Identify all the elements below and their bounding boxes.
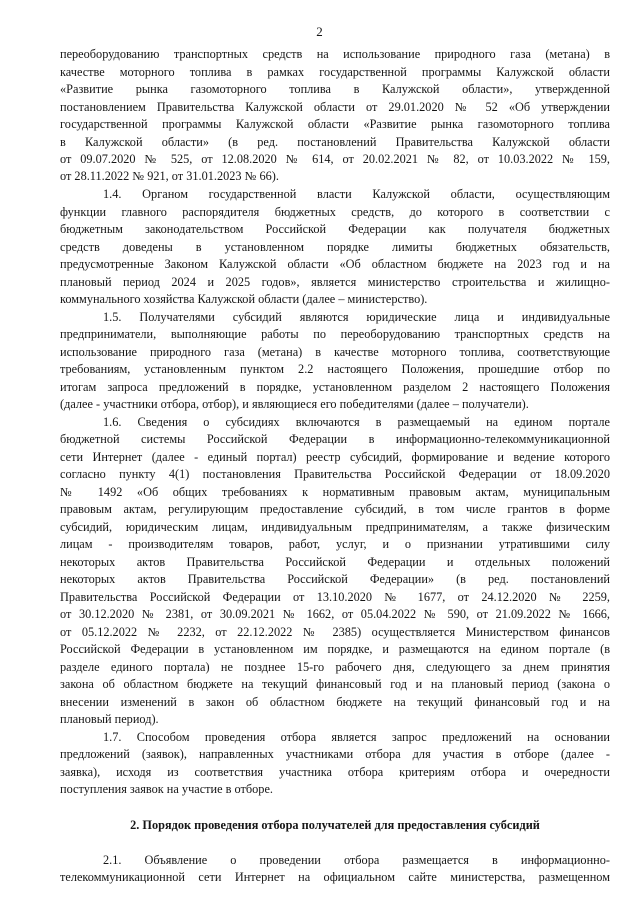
- paragraph-1-7-first-line: 1.7. Способом проведения отбора является запрос предложений на основании: [103, 730, 610, 744]
- text-line: Российской Федерации в установленном им порядке, и размещаются на едином портале (в: [60, 642, 610, 656]
- text-line: предусмотренные Законом Калужской области «Об областном бюджете на 2023 год и на: [60, 257, 610, 271]
- text-line: плановый период 2024 и 2025 годов», является министерство строительства и жилищно-: [60, 275, 610, 289]
- text-line: коммунального хозяйства Калужской области (далее – министерство).: [60, 292, 428, 306]
- section-heading: 2. Порядок проведения отбора получателей для предоставления субсидий: [130, 818, 540, 832]
- text-line: согласно пункту 4(1) постановления Правительства Российской Федерации от 18.09.2020: [60, 467, 610, 481]
- text-line: № 1492 «Об общих требованиях к нормативным правовым актам, муниципальным: [60, 485, 610, 499]
- text-line: бюджетной системы Российской Федерации в информационно-телекоммуникационной: [60, 432, 610, 446]
- text-line: итогам запроса предложений в порядке, установленном разделом 2 настоящего Положения: [60, 380, 610, 394]
- text-line: разделе единого портала) не позднее 15-го рабочего дня, следующего за днем принятия: [60, 660, 610, 674]
- text-line: от 05.12.2022 № 2232, от 22.12.2022 № 2385) осуществляется Министерством финансов: [60, 625, 610, 639]
- text-line: плановый период).: [60, 712, 159, 726]
- page-number: 2: [316, 24, 323, 39]
- text-line: в Калужской области» (в ред. постановлений Правительства Калужской области: [60, 135, 610, 149]
- text-line: предприниматели, выполняющие работы по переоборудованию транспортных средств на: [60, 327, 610, 341]
- text-line: заявка), исходя из соответствия участника отбора критериям отбора и очередности: [60, 765, 610, 779]
- text-line: предложений (заявок), направленных участниками отбора для участия в отборе (далее -: [60, 747, 610, 761]
- text-line: некоторых актов Правительства Российской Федерации и отдельных положений: [60, 555, 610, 569]
- text-line: средств доведены в установленном порядке лимиты бюджетных обязательств,: [60, 240, 610, 254]
- text-line: переоборудованию транспортных средств на использование природного газа (метана) в: [60, 47, 610, 61]
- text-line: постановлением Правительства Калужской области от 29.01.2020 № 52 «Об утверждении: [60, 100, 610, 114]
- text-line: от 09.07.2020 № 525, от 12.08.2020 № 614, от 20.02.2021 № 82, от 10.03.2022 № 159,: [60, 152, 610, 166]
- text-line: (далее - участники отбора, отбор), и являющиеся его победителями (далее – получатели).: [60, 397, 529, 411]
- text-line: поступления заявок на участие в отборе.: [60, 782, 273, 796]
- text-line: телекоммуникационной сети Интернет на официальном сайте министерства, размещенном: [60, 870, 610, 884]
- text-line: субсидий, юридическим лицам, индивидуальным предпринимателям, а также физическим: [60, 520, 610, 534]
- text-line: качестве моторного топлива в рамках государственной программы Калужской области: [60, 65, 610, 79]
- paragraph-1-4-first-line: 1.4. Органом государственной власти Калужской области, осуществляющим: [103, 187, 610, 201]
- text-line: правовым актам, регулирующим предоставление субсидий, в том числе грантов в форме: [60, 502, 610, 516]
- paragraph-1-5-first-line: 1.5. Получателями субсидий являются юридические лица и индивидуальные: [103, 310, 610, 324]
- text-line: Правительства Российской Федерации от 13.10.2020 № 1677, от 24.12.2020 № 2259,: [60, 590, 610, 604]
- text-line: бюджетным законодательством Российской Федерации как получателя бюджетных: [60, 222, 610, 236]
- text-line: сети Интернет (далее - единый портал) реестр субсидий, формирование и ведение которого: [60, 450, 610, 464]
- text-line: от 28.11.2022 № 921, от 31.01.2023 № 66).: [60, 169, 279, 183]
- text-line: требованиям, установленным пунктом 2.2 настоящего Положения, прошедшие отбор по: [60, 362, 610, 376]
- paragraph-2-1-first-line: 2.1. Объявление о проведении отбора размещается в информационно-: [103, 853, 610, 867]
- text-line: функции главного распорядителя бюджетных средств, до которого в соответствии с: [60, 205, 610, 219]
- text-line: некоторых актов Правительства Российской Федерации» (в ред. постановлений: [60, 572, 610, 586]
- text-line: использование природного газа (метана) в качестве моторного топлива, соответствующие: [60, 345, 610, 359]
- paragraph-1-6-first-line: 1.6. Сведения о субсидиях включаются в размещаемый на едином портале: [103, 415, 610, 429]
- text-line: лицам - производителям товаров, работ, услуг, и о признании утратившими силу: [60, 537, 610, 551]
- text-line: внесении изменений в закон об областном бюджете на текущий финансовый год и на: [60, 695, 610, 709]
- text-line: закона об областном бюджете на текущий финансовый год и на плановый период (закона о: [60, 677, 610, 691]
- text-line: от 30.12.2020 № 2381, от 30.09.2021 № 1662, от 05.04.2022 № 590, от 21.09.2022 № 1666,: [60, 607, 610, 621]
- text-line: «Развитие рынка газомоторного топлива в Калужской области», утвержденной: [60, 82, 610, 96]
- text-line: государственной программы Калужской области «Развитие рынка газомоторного топлива: [60, 117, 610, 131]
